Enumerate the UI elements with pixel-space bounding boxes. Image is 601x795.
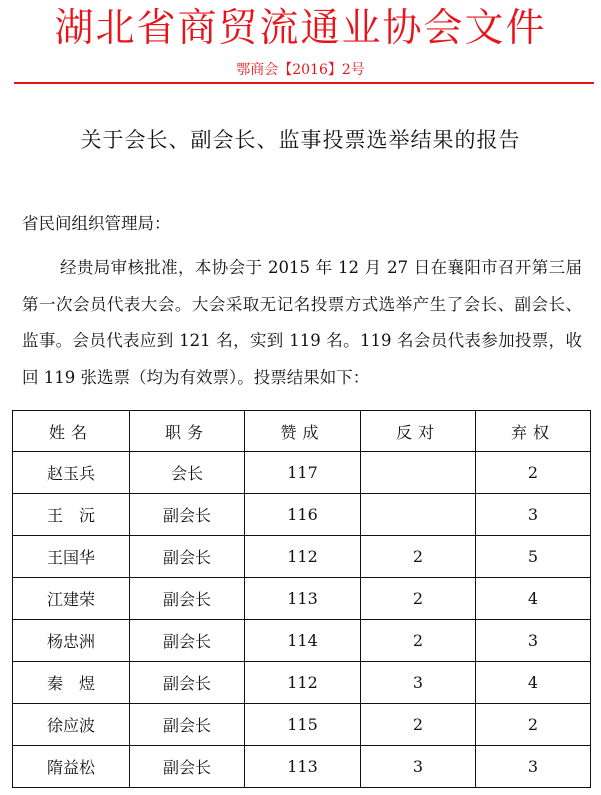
cell-oppose: 2 — [361, 704, 476, 746]
cell-approve: 113 — [245, 578, 361, 620]
cell-position: 会长 — [130, 452, 245, 494]
cell-approve: 116 — [245, 494, 361, 536]
cell-position: 副会长 — [130, 704, 245, 746]
cell-position: 副会长 — [130, 494, 245, 536]
header-oppose: 反对 — [361, 411, 476, 452]
cell-position: 副会长 — [130, 746, 245, 788]
cell-abstain: 2 — [476, 704, 591, 746]
cell-abstain: 2 — [476, 452, 591, 494]
table-row — [13, 746, 591, 788]
cell-abstain: 3 — [476, 494, 591, 536]
table-row — [13, 452, 591, 494]
table-row — [13, 494, 591, 536]
cell-name: 隋益松 — [13, 746, 130, 788]
cell-name: 江建荣 — [13, 578, 130, 620]
cell-name: 赵玉兵 — [13, 452, 130, 494]
cell-oppose: 2 — [361, 536, 476, 578]
cell-abstain: 4 — [476, 662, 591, 704]
table-row — [13, 704, 591, 746]
header-approve: 赞成 — [245, 411, 361, 452]
table-header-row — [13, 411, 591, 452]
cell-oppose: 3 — [361, 662, 476, 704]
cell-position: 副会长 — [130, 620, 245, 662]
cell-abstain: 5 — [476, 536, 591, 578]
cell-approve: 112 — [245, 536, 361, 578]
document-number: 鄂商会【2016】2号 — [236, 62, 365, 78]
header-position: 职务 — [130, 411, 245, 452]
cell-name: 杨忠洲 — [13, 620, 130, 662]
cell-approve: 117 — [245, 452, 361, 494]
table-row — [13, 662, 591, 704]
cell-approve: 115 — [245, 704, 361, 746]
cell-approve: 113 — [245, 746, 361, 788]
cell-abstain: 4 — [476, 578, 591, 620]
report-title: 关于会长、副会长、监事投票选举结果的报告 — [80, 128, 521, 152]
cell-oppose: 2 — [361, 578, 476, 620]
body-paragraph: 经贵局审核批准，本协会于 2015 年 12 月 27 日在襄阳市召开第三届第一次会员代表大会。大会采取无记名投票方式选举产生了会长、副会长、监事。会员代表应到 121 名，实到 119 名。119 名会员代表参加投票，收回 119 张选票（均为有效票）。投票结果如下： — [22, 258, 582, 387]
recipient-line: 省民间组织管理局： — [22, 214, 171, 233]
vote-results-table — [12, 410, 591, 788]
cell-approve: 114 — [245, 620, 361, 662]
cell-abstain: 3 — [476, 746, 591, 788]
cell-oppose — [361, 494, 476, 536]
cell-name: 秦 煜 — [13, 662, 130, 704]
header-divider — [14, 82, 594, 84]
cell-position: 副会长 — [130, 536, 245, 578]
cell-name: 王国华 — [13, 536, 130, 578]
cell-position: 副会长 — [130, 578, 245, 620]
cell-oppose — [361, 452, 476, 494]
table-row — [13, 578, 591, 620]
table-row — [13, 536, 591, 578]
table-row — [13, 620, 591, 662]
cell-name: 徐应波 — [13, 704, 130, 746]
cell-approve: 112 — [245, 662, 361, 704]
header-name: 姓名 — [13, 411, 130, 452]
cell-abstain: 3 — [476, 620, 591, 662]
cell-name: 王 沅 — [13, 494, 130, 536]
header-abstain: 弃权 — [476, 411, 591, 452]
document-header-title: 湖北省商贸流通业协会文件 — [54, 6, 547, 51]
cell-oppose: 2 — [361, 620, 476, 662]
cell-oppose: 3 — [361, 746, 476, 788]
cell-position: 副会长 — [130, 662, 245, 704]
